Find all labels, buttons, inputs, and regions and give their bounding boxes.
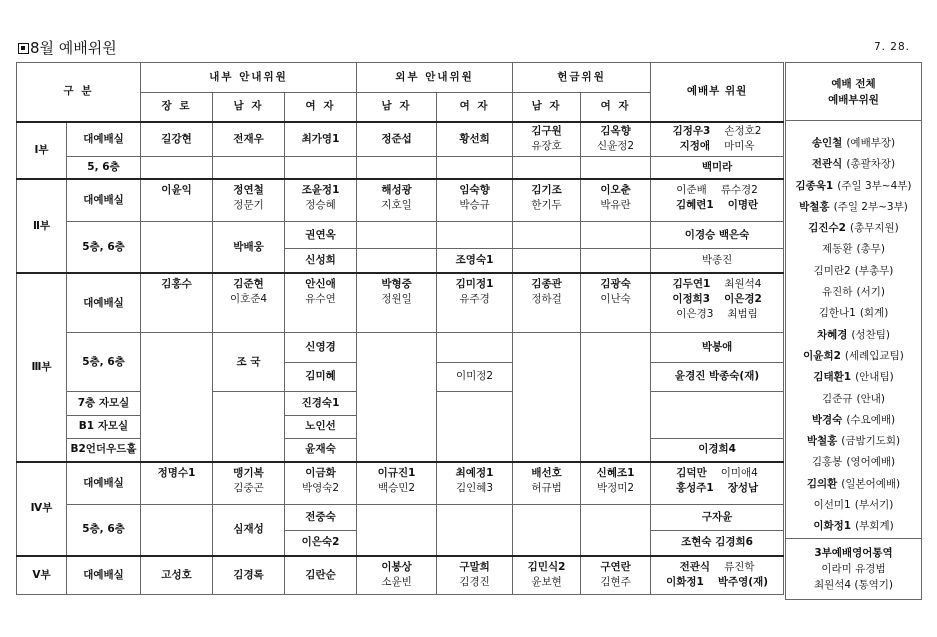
member-name: 박경숙 <box>811 413 843 426</box>
member-role: (부서기) <box>854 499 894 512</box>
schedule-table <box>16 62 784 595</box>
committee-member <box>786 154 921 175</box>
inner-male-cell: 김준현 이호준4 <box>213 273 285 332</box>
offering-male-cell: 김민식2 윤보현 <box>513 556 581 595</box>
committee-member <box>786 367 921 388</box>
elder-cell: 김홍수 <box>141 273 213 332</box>
outer-female-cell: 조영숙1 <box>437 249 513 273</box>
location: 대예배실 <box>67 462 141 505</box>
page-title: 8월 예배위원 <box>18 37 117 58</box>
committee-member <box>786 495 921 516</box>
worship-dept-cell: 구자윤 <box>651 505 784 530</box>
date: 7. 28. <box>873 41 910 53</box>
offering-female-cell: 구연란 김현주 <box>581 556 651 595</box>
inner-male-cell: 박배웅 <box>213 221 285 273</box>
inner-female-cell: 노인선 <box>285 415 357 438</box>
member-role: (성찬팀) <box>851 328 891 341</box>
location: 5층, 6층 <box>67 333 141 392</box>
elder-cell: 고성호 <box>141 556 213 595</box>
committee-member <box>786 410 921 431</box>
committee-member <box>786 282 921 303</box>
worship-dept-cell: 백미라 <box>651 156 784 178</box>
inner-female-cell: 최가영1 <box>285 122 357 157</box>
worship-dept-cell: 김정우3 손정호2 지정애 마미옥 <box>651 122 784 157</box>
location: 5층, 6층 <box>67 221 141 273</box>
member-name: 송인철 <box>811 137 843 149</box>
offering-male-cell: 김기조 한기두 <box>513 179 581 222</box>
header-all-worship: 예배 전체 예배부위원 <box>786 63 922 121</box>
offering-female-cell: 신혜조1 박정미2 <box>581 462 651 505</box>
member-role: (수요예배) <box>846 413 896 426</box>
inner-female-cell: 안신애 유수연 <box>285 273 357 332</box>
member-name: 김준규 <box>822 392 853 405</box>
inner-male-cell: 전재우 <box>213 122 285 157</box>
worship-dept-cell: 조현숙 김경희6 <box>651 530 784 555</box>
offering-male-cell: 김구원 유장호 <box>513 122 581 157</box>
member-role: (예배부장) <box>846 137 896 149</box>
elder-cell: 정명수1 <box>141 462 213 505</box>
header-inner-usher: 내부 안내위원 <box>141 63 357 93</box>
member-role: (세례입교팀) <box>844 349 904 362</box>
committee-member <box>786 516 921 537</box>
outer-female-cell: 최예정1 김인혜3 <box>437 462 513 505</box>
outer-female-cell: 황선희 <box>437 122 513 157</box>
worship-dept-cell: 이준배 류수경2 김혜련1 이명란 <box>651 179 784 222</box>
committee-member <box>786 133 921 154</box>
part-label: Ⅱ부 <box>17 179 67 274</box>
header-worship-dept: 예배부 위원 <box>651 63 784 122</box>
inner-female-cell: 신성희 <box>285 249 357 273</box>
part-label: Ⅰ부 <box>17 122 67 179</box>
inner-female-cell: 김란순 <box>285 556 357 595</box>
member-name: 이화정1 <box>813 520 852 533</box>
location: 대예배실 <box>67 179 141 222</box>
inner-female-cell: 전중숙 <box>285 505 357 530</box>
member-name: 유진하 <box>822 286 853 299</box>
header-female: 여 자 <box>437 92 513 122</box>
inner-male-cell: 맹기복 김중곤 <box>213 462 285 505</box>
member-name: 김의환 <box>806 477 838 490</box>
committee-member <box>786 239 921 260</box>
location: 대예배실 <box>67 556 141 595</box>
worship-dept-cell: 윤경진 박종숙(재) <box>651 362 784 392</box>
member-name: 김종욱1 <box>795 179 834 192</box>
offering-female-cell: 김옥향 신윤정2 <box>581 122 651 157</box>
committee-member <box>786 176 921 197</box>
header-outer-usher: 외부 안내위원 <box>357 63 513 93</box>
inner-female-cell: 이은숙2 <box>285 530 357 555</box>
outer-male-cell: 이규진1 백승민2 <box>357 462 437 505</box>
header-gubun: 구 분 <box>17 63 141 122</box>
worship-dept-cell: 김두연1 최원석4 이정희3 이은경2 이은경3 최범림 <box>651 273 784 332</box>
member-role: (주일 2부~3부) <box>833 200 908 213</box>
worship-dept-cell: 이경희4 <box>651 438 784 461</box>
location: 대예배실 <box>67 273 141 332</box>
inner-female-cell: 신영경 <box>285 333 357 363</box>
header-male: 남 자 <box>213 92 285 122</box>
committee-member <box>786 452 921 473</box>
outer-female-cell: 임숙향 박승규 <box>437 179 513 222</box>
member-name: 제동환 <box>822 243 853 256</box>
worship-dept-cell: 박종진 <box>651 249 784 273</box>
inner-female-cell: 진경숙1 <box>285 392 357 415</box>
committee-member <box>786 474 921 495</box>
header-male: 남 자 <box>357 92 437 122</box>
part-label: Ⅴ부 <box>17 556 67 595</box>
committee-member <box>786 389 921 410</box>
location: 7층 자모실 <box>67 392 141 415</box>
member-name: 김홍봉 <box>811 456 843 469</box>
offering-male-cell: 김종관 정하걸 <box>513 273 581 332</box>
member-role: (총괄차장) <box>846 158 896 171</box>
outer-female-cell: 구말희 김경진 <box>437 556 513 595</box>
worship-dept-cell: 김덕만 이미애4 홍성주1 장성남 <box>651 462 784 505</box>
inner-female-cell: 이금화 박영숙2 <box>285 462 357 505</box>
outer-male-cell: 해성광 지호일 <box>357 179 437 222</box>
member-name: 김진수2 <box>808 222 846 235</box>
square-bullet-icon <box>18 43 29 54</box>
location: B2언더우드홀 <box>67 438 141 461</box>
location: 5층, 6층 <box>67 505 141 556</box>
inner-male-cell: 정연철 정문기 <box>213 179 285 222</box>
english-interpretation-line1: 이라미 유경범 <box>821 562 886 575</box>
inner-female-cell: 김미혜 <box>285 362 357 392</box>
part-label: Ⅳ부 <box>17 462 67 556</box>
part-label: Ⅲ부 <box>17 273 67 462</box>
inner-female-cell: 권연옥 <box>285 221 357 249</box>
member-role: (총무지원) <box>849 222 899 235</box>
english-interpretation-title: 3부예배영어통역 <box>814 546 893 559</box>
member-name: 이윤희2 <box>803 349 841 362</box>
inner-male-cell: 김경록 <box>213 556 285 595</box>
committee-member <box>786 261 921 282</box>
committee-member <box>786 431 921 452</box>
outer-male-cell: 박형중 정원일 <box>357 273 437 332</box>
all-worship-committee-table <box>785 62 922 600</box>
inner-female-cell: 윤재숙 <box>285 438 357 461</box>
member-role: (주일 3부~4부) <box>837 179 912 192</box>
committee-member <box>786 197 921 218</box>
member-name: 박철홍 <box>806 435 838 448</box>
committee-list <box>786 121 921 538</box>
member-role: (일본어예배) <box>841 477 901 490</box>
elder-cell: 길강현 <box>141 122 213 157</box>
worship-dept-cell: 박봉애 <box>651 333 784 363</box>
member-name: 김한나1 <box>818 307 856 320</box>
member-name: 차혜경 <box>816 328 848 341</box>
offering-female-cell: 김광숙 이난숙 <box>581 273 651 332</box>
member-name: 전관식 <box>811 158 843 171</box>
member-role: (금밤기도회) <box>841 435 901 448</box>
location: 5, 6층 <box>67 156 141 178</box>
english-interpretation-line2: 최원석4 (통역기) <box>813 578 894 591</box>
location: 대예배실 <box>67 122 141 157</box>
inner-male-cell: 조 국 <box>213 333 285 392</box>
header-female: 여 자 <box>285 92 357 122</box>
member-name: 김미란2 <box>813 264 851 277</box>
inner-male-cell: 심재성 <box>213 505 285 556</box>
committee-member <box>786 346 921 367</box>
outer-male-cell: 이봉상 소윤빈 <box>357 556 437 595</box>
outer-female-cell: 김미정1 유주경 <box>437 273 513 332</box>
outer-male-cell: 정준섭 <box>357 122 437 157</box>
header-offering: 헌금위원 <box>513 63 651 93</box>
elder-cell: 이윤익 <box>141 179 213 222</box>
english-interpretation-cell <box>786 538 922 599</box>
worship-dept-cell: 이경승 백은숙 <box>651 221 784 249</box>
member-name: 김태환1 <box>813 371 852 384</box>
member-name: 박철홍 <box>799 200 830 213</box>
committee-list-cell <box>786 121 922 539</box>
offering-female-cell: 이오춘 박유란 <box>581 179 651 222</box>
header-male: 남 자 <box>513 92 581 122</box>
member-role: (회계) <box>859 307 889 320</box>
header-elder: 장 로 <box>141 92 213 122</box>
worship-dept-cell: 전관식 류진학 이화정1 박주영(재) <box>651 556 784 595</box>
member-role: (안내) <box>856 392 885 405</box>
header-female: 여 자 <box>581 92 651 122</box>
member-name: 이선미1 <box>813 499 851 512</box>
member-role: (영어예배) <box>846 456 896 469</box>
inner-female-cell: 조윤정1 정승혜 <box>285 179 357 222</box>
member-role: (부회계) <box>855 520 894 533</box>
member-role: (서기) <box>856 286 885 299</box>
offering-male-cell: 배선호 허규범 <box>513 462 581 505</box>
location: B1 자모실 <box>67 415 141 438</box>
committee-member <box>786 325 921 346</box>
outer-female-cell: 이미정2 <box>437 362 513 392</box>
committee-member <box>786 303 921 324</box>
member-role: (부총무) <box>854 264 894 277</box>
member-role: (총무) <box>856 243 885 256</box>
member-role: (안내팀) <box>855 371 894 384</box>
committee-member <box>786 218 921 239</box>
